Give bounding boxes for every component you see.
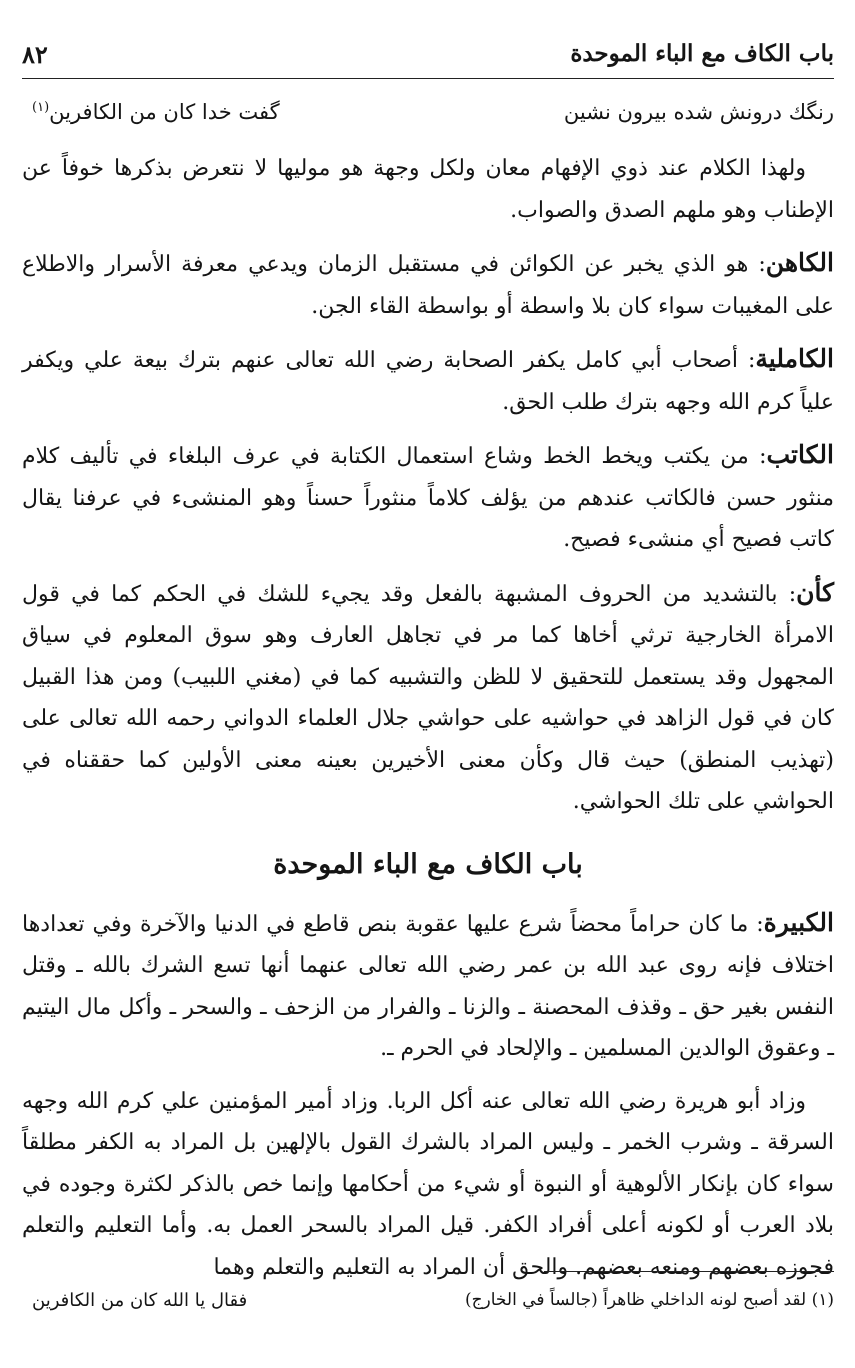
paragraph-text: وزاد أبو هريرة رضي الله تعالى عنه أكل الربا. وزاد أمير المؤمنين علي كرم الله وجهه السرقة ـ وشرب الخمر ـ وليس المراد بالشرك القول بالإلهين بل المراد به الكفر مطلقاً سواء كان بإنكار الألوهية أو النبوة أو شيء من أحكامها وإنما خص بالذكر لكثرة وجوده في بلاد العرب أو لكونه أعلى أفراد الكفر. قيل المراد بالسحر العمل به. وأما التعليم والتعلم فجوزه بعضهم ومنعه بعضهم. والحق أن المراد به التعليم والتعلم وهما — [22, 1088, 834, 1280]
entry-paragraph — [22, 338, 834, 423]
entry-term: الكبيرة — [763, 907, 834, 937]
footnote-divider — [544, 1271, 834, 1272]
footnote-marker: (١) — [32, 100, 50, 115]
entry-text: : من يكتب ويخط الخط وشاع استعمال الكتابة في عرف البلغاء في تأليف كلام منثور حسن فالكاتب عندهم من يؤلف كلاماً منثوراً حسناً وهو المنشىء في عرفنا يقال كاتب فصيح أي منشىء فصيح. — [22, 444, 834, 552]
footnote: (١) لقد أصبح لونه الداخلي ظاهراً (جالساً في الخارج) — [464, 1290, 834, 1310]
persian-verse — [22, 100, 834, 140]
entry-paragraph — [22, 434, 834, 561]
entry-paragraph — [22, 902, 834, 1070]
entry-term: الكاملية — [755, 344, 834, 373]
footer-hemistich: فقال يا الله كان من الكافرين — [32, 1290, 248, 1311]
paragraph — [22, 1081, 834, 1289]
entry-term: الكاتب — [766, 440, 834, 469]
paragraph-text: ولهذا الكلام عند ذوي الإفهام معان ولكل وجهة هو موليها لا نتعرض بذكرها خوفاً عن الإطناب وهو ملهم الصدق والصواب. — [22, 156, 834, 223]
verse-second-hemistich-text: گفت خدا كان من الكافرين — [49, 100, 280, 124]
book-page — [22, 34, 834, 1354]
main-text — [22, 148, 834, 1299]
page-footer — [22, 1290, 834, 1326]
section-title: باب الكاف مع الباء الموحدة — [273, 848, 583, 880]
paragraph — [22, 148, 834, 231]
entry-term: كأن — [796, 577, 834, 607]
entry-paragraph — [22, 242, 834, 327]
entry-paragraph — [22, 572, 834, 823]
running-head: باب الكاف مع الباء الموحدة — [570, 40, 834, 67]
entry-text: : أصحاب أبي كامل يكفر الصحابة رضي الله تعالى عنهم بترك بيعة علي ويكفر علياً كرم الله وجهه بترك طلب الحق. — [22, 348, 834, 415]
verse-first-hemistich-text: رنگك درونش شده بيرون نشين — [563, 100, 834, 124]
page-header — [22, 34, 834, 79]
entry-text: : بالتشديد من الحروف المشبهة بالفعل وقد يجيء للشك في الحكم كما في قول الامرأة الخارجية ترثي أخاها كما مر في تجاهل العارف وهو سوق المعلوم في سياق المجهول وقد يستعمل للتحقيق لا للظن والتشبيه كما في (مغني اللبيب) ومن هذا القبيل كان في قول الزاهد في حواشيه على حواشي جلال العلماء الدواني رحمه الله تعالى على (تهذيب المنطق) حيث قال وكأن معنى الأخيرين بعينه معنى الأولين كما حققناه في الحواشي على تلك الحواشي. — [22, 581, 834, 814]
verse-first-hemistich — [564, 100, 834, 124]
page-number: ٨٢ — [22, 40, 48, 69]
entry-text: : ما كان حراماً محضاً شرع عليها عقوبة بنص قاطع في الدنيا والآخرة وفي تعدادها اختلاف فإنه روى عبد الله بن عمر رضي الله تعالى عنهما أنها تسع الشرك بالله ـ وقتل النفس بغير حق ـ وقذف المحصنة ـ والزنا ـ والفرار من الزحف ـ والسحر ـ وأكل مال اليتيم ـ وعقوق الوالدين المسلمين ـ والإلحاد في الحرم ـ. — [22, 911, 834, 1061]
verse-second-hemistich — [32, 100, 280, 124]
entry-text: : هو الذي يخبر عن الكوائن في مستقبل الزمان ويدعي معرفة الأسرار والاطلاع على المغيبات سواء كان بلا واسطة أو بواسطة القاء الجن. — [22, 252, 834, 319]
entry-term: الكاهن — [765, 248, 834, 277]
